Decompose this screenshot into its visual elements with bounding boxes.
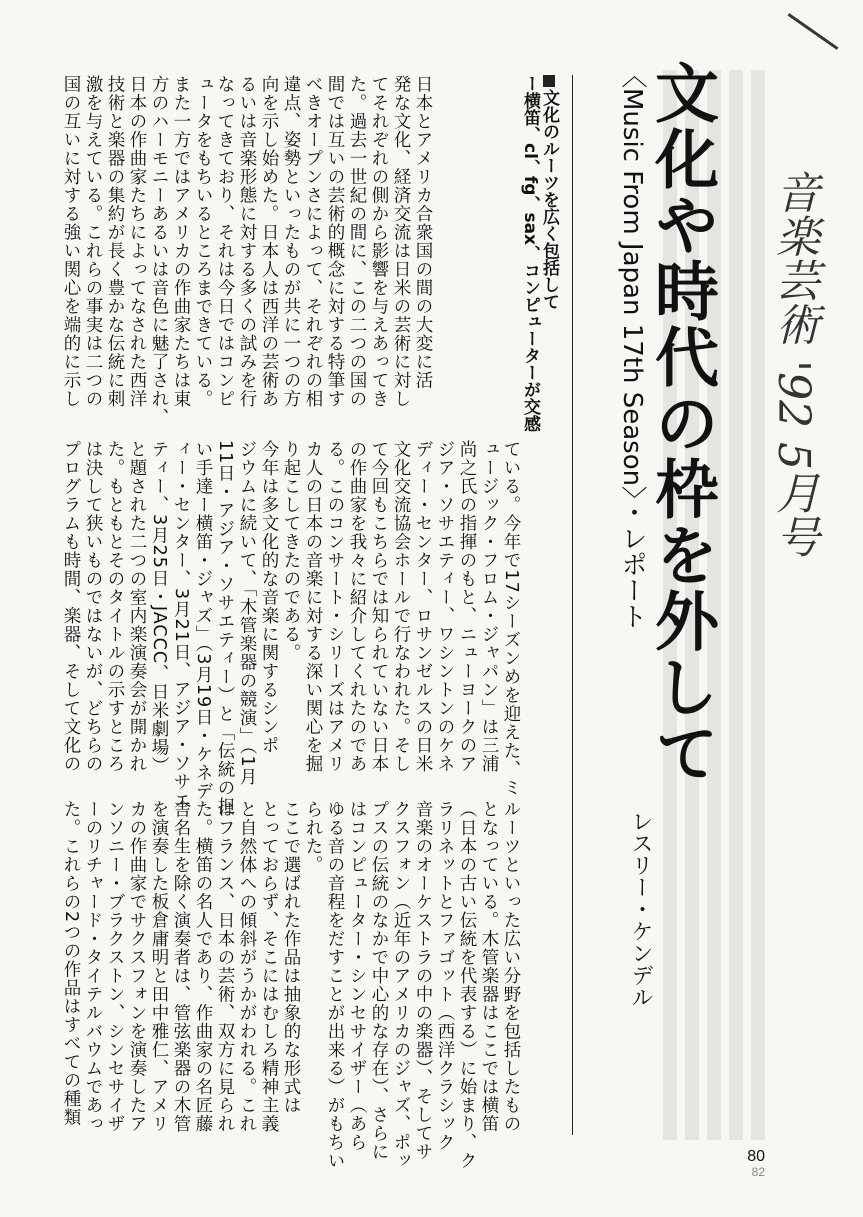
body-line: は決して狭いものではないが、どちらの [83,440,103,773]
page-number: 80 [747,1148,765,1165]
page-number-sub: 82 [751,1165,765,1179]
body-line: ている。今年で17シーズンめを迎えた、ミ [501,440,521,798]
body-line: るいは音楽形態に対する多くの試みを行 [237,75,257,408]
body-line: また一方ではアメリカの作曲家たちは東 [171,75,191,408]
pen-mark [788,13,839,50]
body-line: 違点、姿勢といったものが共に一つの方 [281,75,301,408]
body-column-2 [60,440,522,816]
body-line: とっておらず、そこにはむしろ精神主義 [259,800,279,1133]
body-line: た。これらの2つの作品はすべての種類 [61,800,81,1127]
body-line: られた。 [303,800,323,874]
body-line: ゆる音の音程をだすことが出来る）がもちい [325,800,345,1170]
body-line: 発な文化、経済交流は日米の芸術に対し [391,75,411,408]
lead-bullet-icon [543,75,555,87]
body-line: 尚之氏の指揮のもと、ニューヨークのア [457,440,477,773]
article-author: レスリー・ケンデル [628,810,653,1008]
body-line: を演奏した板倉庸明と田中雅仁、アメリ [149,800,169,1133]
body-line: プスの伝統のなかで中心的な存在）、さらに [369,800,389,1162]
body-line: 方のハーモニーあるいは音色に魅了され、 [149,75,169,427]
body-line: 激を与えている。これらの事実は二つの [83,75,103,408]
body-line: と自然体への傾斜がうかがわれる。これ [237,800,257,1133]
body-line: ュータをもちいるところまできている。 [193,75,213,408]
body-line: はフランス、日本の芸術、双方に見られ [215,800,235,1133]
body-line: ィー・センター、3月21日、アジア・ソサエ [171,440,191,810]
body-line: クスフォン（近年のアメリカのジャズ、ポッ [391,800,411,1170]
body-line: プログラムも時間、楽器、そして文化の [61,440,81,773]
article-subtitle: 〈Music From Japan 17th Season〉・レポート [617,62,647,630]
body-line: はコンピューター・シンセサイザー（あら [347,800,367,1152]
body-line: べきオープンさによって、それぞれの相 [303,75,323,408]
body-line: ルーツといった広い分野を包括したもの [501,800,521,1133]
body-line: となっている。木管楽器はここでは横笛 [479,800,499,1133]
lead-line-1: 文化のルーツを広く包括して [539,89,559,310]
body-line: てそれぞれの側から影響を与えあってき [369,75,389,408]
lead-line-2: ー横笛、cl、fg、sax、コンピューターが交感 [520,75,540,433]
body-line: ティー、3月25日・JACCC、日米劇場） [149,440,169,776]
body-line: ディー・センター、ロサンゼルスの日米 [413,440,433,773]
body-column-3 [60,800,522,1170]
body-line: ジウムに続いて、「木管楽器の競演」（1月 [237,440,257,787]
body-line: ラリネットとファゴット（西洋クラシック [435,800,455,1152]
body-column-1 [60,75,434,427]
body-line: ンソニー・ブラクストン、シンセサイザ [105,800,125,1133]
lead-block [520,75,559,433]
body-line: 音楽のオーケストラの中の楽器）、そしてサ [413,800,433,1162]
body-line: の作曲家を我々に紹介してくれたのであ [347,440,367,773]
body-line: 日本の作曲家たちによってなされた西洋 [127,75,147,408]
column-divider [572,75,573,1135]
body-line: なってきており、それは今日ではコンピ [215,75,235,408]
body-line: ーのリチャード・タイテルバウムであっ [83,800,103,1133]
body-line: ジア・ソサエティー、ワシントンのケネ [435,440,455,773]
body-line: 11日・アジア・ソサエティー）と「伝統の担 [215,440,235,816]
body-line: 舎名生を除く演奏者は、管弦楽器の木管 [171,800,191,1133]
body-line: と題された二つの室内楽演奏会が開かれ [127,440,147,773]
body-line: り起こしてきたのである。 [281,440,301,662]
article-title: 文化や時代の枠を外して [644,60,718,786]
body-line: て今回もこちらでは知られていない日本 [369,440,389,773]
body-line: い手達ー横笛・ジャズ」（3月19日・ケネデ [193,440,213,801]
body-line: ュージック・フロム・ジャパン」は三浦 [479,440,499,773]
body-line: た。過去一世紀の間に、この二つの国の [347,75,367,408]
body-line: カの作曲家でサクスフォンを演奏したア [127,800,147,1133]
body-line: 間では互いの芸術的概念に対する特筆す [325,75,345,408]
body-line: 日本とアメリカ合衆国の間の大変に活 [413,75,433,390]
body-line: ここで選ばれた作品は抽象的な形式は [281,800,301,1115]
body-line: 文化交流協会ホールで行なわれた。そし [391,440,411,773]
body-line: カ人の日本の音楽に対する深い関心を掘 [303,440,323,773]
body-line: る。このコンサート・シリーズはアメリ [325,440,345,773]
body-line: 向を示し始めた。日本人は西洋の芸術あ [259,75,279,408]
body-line: 国の互いに対する強い関心を端的に示し [61,75,81,408]
body-line: 技術と楽器の集約が長く豊かな伝統に刺 [105,75,125,408]
body-line: （日本の古い伝統を代表する）に始まり、ク [457,800,477,1170]
body-line: 今年は多文化的な音楽に関するシンポ [259,440,279,755]
body-line: た。横笛の名人であり、作曲家の名匠藤 [193,800,213,1133]
handwritten-note: 音楽芸術 '92 5月号 [768,170,819,559]
body-line: た。もともとそのタイトルの示すところ [105,440,125,773]
